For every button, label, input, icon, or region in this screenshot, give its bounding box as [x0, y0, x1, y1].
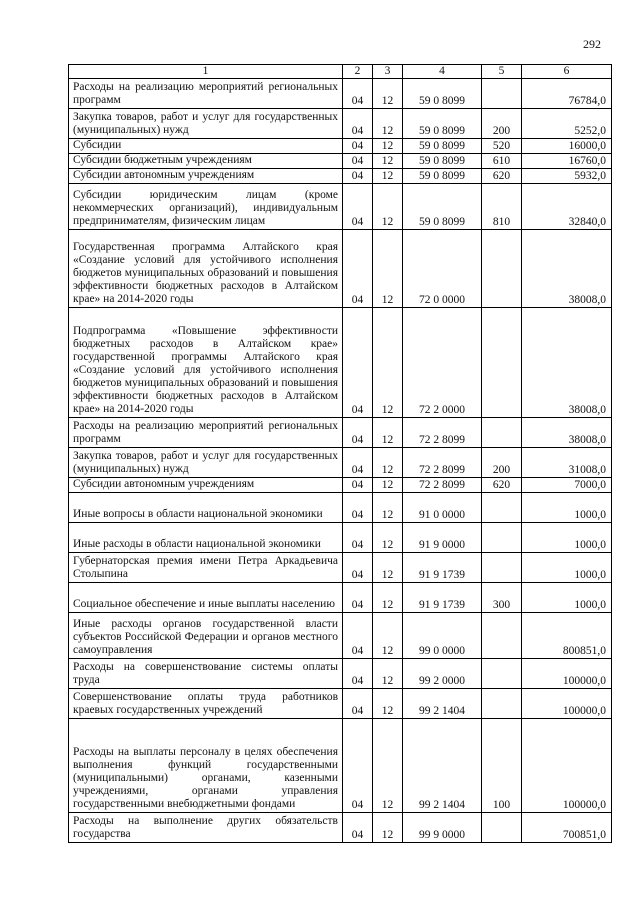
section-code: 04 — [343, 553, 373, 583]
table-row — [69, 689, 612, 719]
subsection-code: 12 — [373, 308, 403, 418]
expense-type-code — [482, 418, 522, 448]
expense-type-code: 520 — [482, 139, 522, 154]
table-row — [69, 478, 612, 493]
target-article-code: 91 9 1739 — [403, 553, 482, 583]
table-row — [69, 813, 612, 843]
column-header: 1 — [69, 65, 343, 79]
section-code: 04 — [343, 139, 373, 154]
amount: 1000,0 — [522, 553, 612, 583]
subsection-code: 12 — [373, 139, 403, 154]
section-code: 04 — [343, 230, 373, 308]
column-header: 5 — [482, 65, 522, 79]
row-name: Государственная программа Алтайского края «Создание условий для устойчивого исполнения бюджетов муниципальных образований и повышения эффективности бюджетных расходов в Алтайском крае» на 2014-2020 годы — [69, 230, 343, 308]
row-name: Субсидии юридическим лицам (кроме некоммерческих организаций), индивидуальным предпринимателям, физическим лицам — [69, 184, 343, 230]
row-name: Расходы на реализацию мероприятий региональных программ — [69, 418, 343, 448]
expense-type-code: 620 — [482, 169, 522, 184]
section-code: 04 — [343, 79, 373, 109]
section-code: 04 — [343, 448, 373, 478]
target-article-code: 72 2 8099 — [403, 448, 482, 478]
section-code: 04 — [343, 613, 373, 659]
row-name: Подпрограмма «Повышение эффективности бюджетных расходов в Алтайском крае» государственной программы Алтайского края «Создание условий для устойчивого исполнения бюджетов муниципальных образований и повышения эффективности бюджетных расходов в Алтайском крае» на 2014-2020 годы — [69, 308, 343, 418]
row-name: Субсидии автономным учреждениям — [69, 169, 343, 184]
expense-type-code: 610 — [482, 154, 522, 169]
table-row — [69, 613, 612, 659]
row-name: Субсидии автономным учреждениям — [69, 478, 343, 493]
expense-type-code: 810 — [482, 184, 522, 230]
subsection-code: 12 — [373, 583, 403, 613]
target-article-code: 59 0 8099 — [403, 139, 482, 154]
target-article-code: 99 0 0000 — [403, 613, 482, 659]
amount: 1000,0 — [522, 493, 612, 523]
subsection-code: 12 — [373, 230, 403, 308]
expense-type-code: 620 — [482, 478, 522, 493]
amount: 100000,0 — [522, 689, 612, 719]
amount: 32840,0 — [522, 184, 612, 230]
row-name: Расходы на реализацию мероприятий региональных программ — [69, 79, 343, 109]
target-article-code: 99 2 1404 — [403, 719, 482, 813]
amount: 7000,0 — [522, 478, 612, 493]
section-code: 04 — [343, 418, 373, 448]
table-row — [69, 139, 612, 154]
table-row — [69, 418, 612, 448]
subsection-code: 12 — [373, 154, 403, 169]
table-row — [69, 659, 612, 689]
subsection-code: 12 — [373, 418, 403, 448]
row-name: Иные расходы органов государственной власти субъектов Российской Федерации и органов местного самоуправления — [69, 613, 343, 659]
row-name: Иные расходы в области национальной экономики — [69, 523, 343, 553]
expense-type-code: 200 — [482, 448, 522, 478]
expense-type-code — [482, 553, 522, 583]
amount: 38008,0 — [522, 230, 612, 308]
expense-type-code — [482, 689, 522, 719]
table-header-row — [69, 65, 612, 79]
expense-type-code — [482, 659, 522, 689]
amount: 31008,0 — [522, 448, 612, 478]
subsection-code: 12 — [373, 719, 403, 813]
table-row — [69, 523, 612, 553]
row-name: Расходы на совершенствование системы оплаты труда — [69, 659, 343, 689]
target-article-code: 59 0 8099 — [403, 109, 482, 139]
amount: 800851,0 — [522, 613, 612, 659]
table-row — [69, 79, 612, 109]
section-code: 04 — [343, 583, 373, 613]
subsection-code: 12 — [373, 613, 403, 659]
section-code: 04 — [343, 659, 373, 689]
section-code: 04 — [343, 719, 373, 813]
row-name: Иные вопросы в области национальной экономики — [69, 493, 343, 523]
amount: 700851,0 — [522, 813, 612, 843]
subsection-code: 12 — [373, 448, 403, 478]
budget-table — [68, 64, 612, 843]
amount: 1000,0 — [522, 583, 612, 613]
target-article-code: 59 0 8099 — [403, 184, 482, 230]
table-row — [69, 448, 612, 478]
table-row — [69, 493, 612, 523]
row-name: Закупка товаров, работ и услуг для государственных (муниципальных) нужд — [69, 448, 343, 478]
table-row — [69, 169, 612, 184]
budget-table-body — [69, 65, 612, 843]
column-header: 6 — [522, 65, 612, 79]
expense-type-code — [482, 813, 522, 843]
target-article-code: 72 2 8099 — [403, 418, 482, 448]
column-header: 2 — [343, 65, 373, 79]
target-article-code: 72 2 8099 — [403, 478, 482, 493]
subsection-code: 12 — [373, 79, 403, 109]
amount: 76784,0 — [522, 79, 612, 109]
target-article-code: 99 9 0000 — [403, 813, 482, 843]
subsection-code: 12 — [373, 553, 403, 583]
table-row — [69, 154, 612, 169]
expense-type-code: 300 — [482, 583, 522, 613]
column-header: 3 — [373, 65, 403, 79]
section-code: 04 — [343, 523, 373, 553]
target-article-code: 99 2 1404 — [403, 689, 482, 719]
amount: 16000,0 — [522, 139, 612, 154]
expense-type-code — [482, 613, 522, 659]
subsection-code: 12 — [373, 689, 403, 719]
subsection-code: 12 — [373, 813, 403, 843]
row-name: Субсидии бюджетным учреждениям — [69, 154, 343, 169]
amount: 1000,0 — [522, 523, 612, 553]
page-number: 292 — [583, 37, 601, 51]
target-article-code: 72 0 0000 — [403, 230, 482, 308]
expense-type-code — [482, 79, 522, 109]
section-code: 04 — [343, 308, 373, 418]
subsection-code: 12 — [373, 659, 403, 689]
amount: 16760,0 — [522, 154, 612, 169]
amount: 100000,0 — [522, 719, 612, 813]
expense-type-code: 100 — [482, 719, 522, 813]
table-row — [69, 109, 612, 139]
target-article-code: 99 2 0000 — [403, 659, 482, 689]
amount: 38008,0 — [522, 418, 612, 448]
section-code: 04 — [343, 493, 373, 523]
subsection-code: 12 — [373, 493, 403, 523]
row-name: Совершенствование оплаты труда работников краевых государственных учреждений — [69, 689, 343, 719]
subsection-code: 12 — [373, 478, 403, 493]
row-name: Закупка товаров, работ и услуг для государственных (муниципальных) нужд — [69, 109, 343, 139]
amount: 5252,0 — [522, 109, 612, 139]
target-article-code: 91 0 0000 — [403, 493, 482, 523]
amount: 5932,0 — [522, 169, 612, 184]
target-article-code: 91 9 1739 — [403, 583, 482, 613]
expense-type-code — [482, 230, 522, 308]
row-name: Социальное обеспечение и иные выплаты населению — [69, 583, 343, 613]
row-name: Расходы на выплаты персоналу в целях обеспечения выполнения функций государственными (муниципальными) органами, казенными учреждениями, органами управления государственными внебюджетными фондами — [69, 719, 343, 813]
table-row — [69, 583, 612, 613]
table-row — [69, 308, 612, 418]
expense-type-code: 200 — [482, 109, 522, 139]
target-article-code: 59 0 8099 — [403, 79, 482, 109]
subsection-code: 12 — [373, 523, 403, 553]
expense-type-code — [482, 308, 522, 418]
subsection-code: 12 — [373, 169, 403, 184]
column-header: 4 — [403, 65, 482, 79]
section-code: 04 — [343, 184, 373, 230]
row-name: Губернаторская премия имени Петра Аркадьевича Столыпина — [69, 553, 343, 583]
table-row — [69, 230, 612, 308]
subsection-code: 12 — [373, 184, 403, 230]
target-article-code: 59 0 8099 — [403, 154, 482, 169]
section-code: 04 — [343, 154, 373, 169]
expense-type-code — [482, 493, 522, 523]
section-code: 04 — [343, 169, 373, 184]
expense-type-code — [482, 523, 522, 553]
target-article-code: 72 2 0000 — [403, 308, 482, 418]
section-code: 04 — [343, 689, 373, 719]
section-code: 04 — [343, 813, 373, 843]
table-row — [69, 184, 612, 230]
target-article-code: 59 0 8099 — [403, 169, 482, 184]
section-code: 04 — [343, 109, 373, 139]
row-name: Расходы на выполнение других обязательств государства — [69, 813, 343, 843]
table-row — [69, 553, 612, 583]
amount: 100000,0 — [522, 659, 612, 689]
amount: 38008,0 — [522, 308, 612, 418]
section-code: 04 — [343, 478, 373, 493]
row-name: Субсидии — [69, 139, 343, 154]
subsection-code: 12 — [373, 109, 403, 139]
table-row — [69, 719, 612, 813]
target-article-code: 91 9 0000 — [403, 523, 482, 553]
